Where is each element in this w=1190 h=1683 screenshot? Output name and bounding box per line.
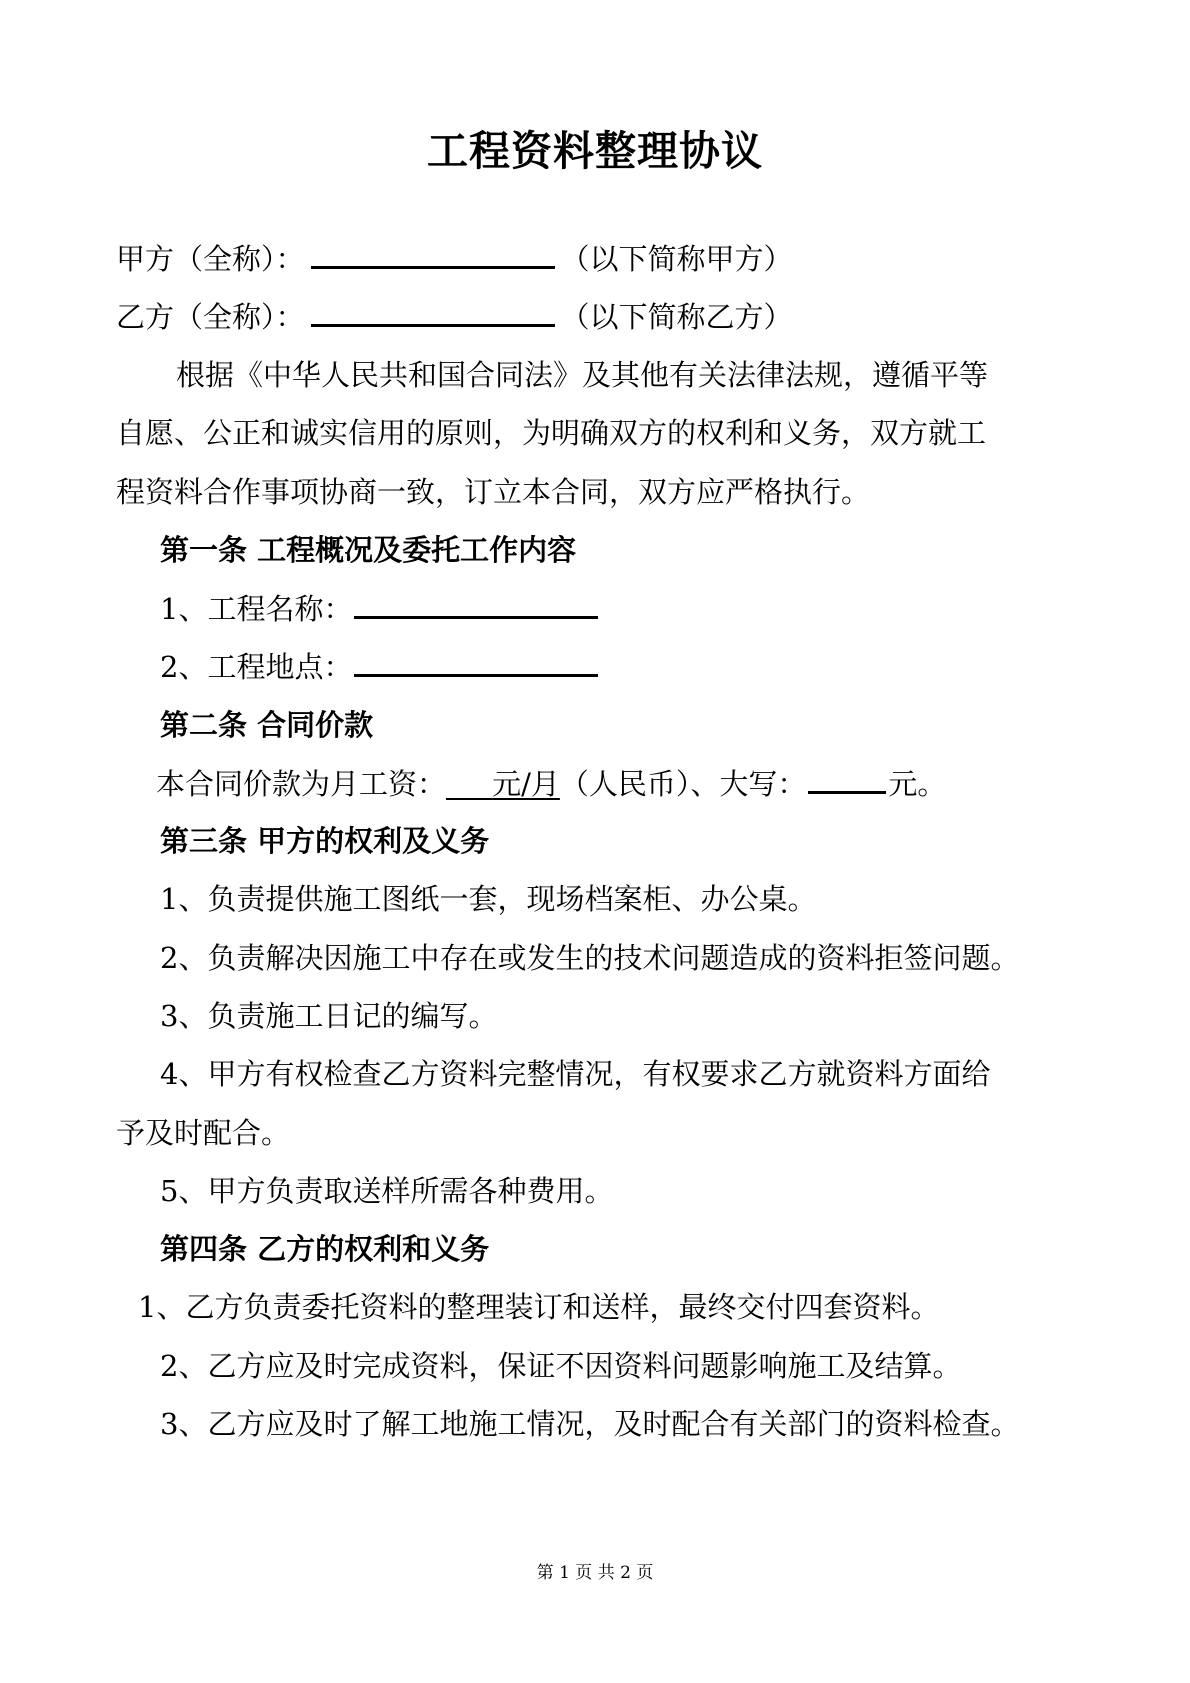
intro-line-3: 程资料合作事项协商一致，订立本合同，双方应严格执行。 [116, 475, 871, 509]
project-name-blank[interactable] [354, 588, 598, 619]
party-b-blank[interactable] [311, 296, 555, 327]
document-title: 工程资料整理协议 [427, 127, 763, 175]
amount-in-words-blank[interactable] [808, 763, 886, 794]
article-3-heading: 第三条 甲方的权利及义务 [160, 824, 490, 858]
article-4-heading: 第四条 乙方的权利和义务 [160, 1232, 490, 1266]
price-label: 本合同价款为月工资： [156, 767, 447, 801]
article-3-item: 1、负责提供施工图纸一套，现场档案柜、办公桌。 [160, 882, 817, 916]
monthly-amount-field[interactable] [446, 767, 560, 801]
party-a-line [116, 238, 793, 279]
article-3-item-continued: 予及时配合。 [116, 1116, 291, 1150]
article-3-item: 5、甲方负责取送样所需各种费用。 [160, 1174, 614, 1208]
party-a-blank[interactable] [311, 238, 555, 269]
project-location-blank[interactable] [354, 646, 598, 677]
intro-line-2: 自愿、公正和诚实信用的原则，为明确双方的权利和义务，双方就工 [116, 416, 987, 450]
party-b-suffix: （以下简称乙方） [560, 300, 793, 334]
project-name-label: 1、工程名称： [160, 592, 353, 626]
article-4-item: 2、乙方应及时完成资料，保证不因资料问题影响施工及结算。 [160, 1349, 962, 1383]
project-location-line [160, 646, 604, 687]
article-3-item: 4、甲方有权检查乙方资料完整情况，有权要求乙方就资料方面给 [160, 1057, 991, 1091]
article-2-heading: 第二条 合同价款 [160, 708, 374, 742]
price-end-text: 元。 [888, 767, 947, 801]
party-b-line [116, 296, 793, 337]
article-1-heading: 第一条 工程概况及委托工作内容 [160, 533, 577, 567]
intro-line-1: 根据《中华人民共和国合同法》及其他有关法律法规，遵循平等 [176, 358, 989, 392]
article-3-item: 2、负责解决因施工中存在或发生的技术问题造成的资料拒签问题。 [160, 941, 1020, 975]
party-a-suffix: （以下简称甲方） [560, 242, 793, 276]
article-4-item: 3、乙方应及时了解工地施工情况，及时配合有关部门的资料检查。 [160, 1407, 1020, 1441]
party-b-label: 乙方（全称）： [116, 300, 305, 334]
price-line [156, 763, 946, 804]
project-location-label: 2、工程地点： [160, 650, 353, 684]
article-3-item: 3、负责施工日记的编写。 [160, 999, 498, 1033]
page-number: 第 1 页 共 2 页 [536, 1563, 654, 1583]
price-currency-text: （人民币）、大写： [559, 767, 807, 801]
project-name-line [160, 588, 604, 629]
article-4-item: 1、乙方负责委托资料的整理装订和送样，最终交付四套资料。 [138, 1290, 940, 1324]
monthly-unit: 元/月 [492, 767, 560, 801]
party-a-label: 甲方（全称）： [116, 242, 305, 276]
